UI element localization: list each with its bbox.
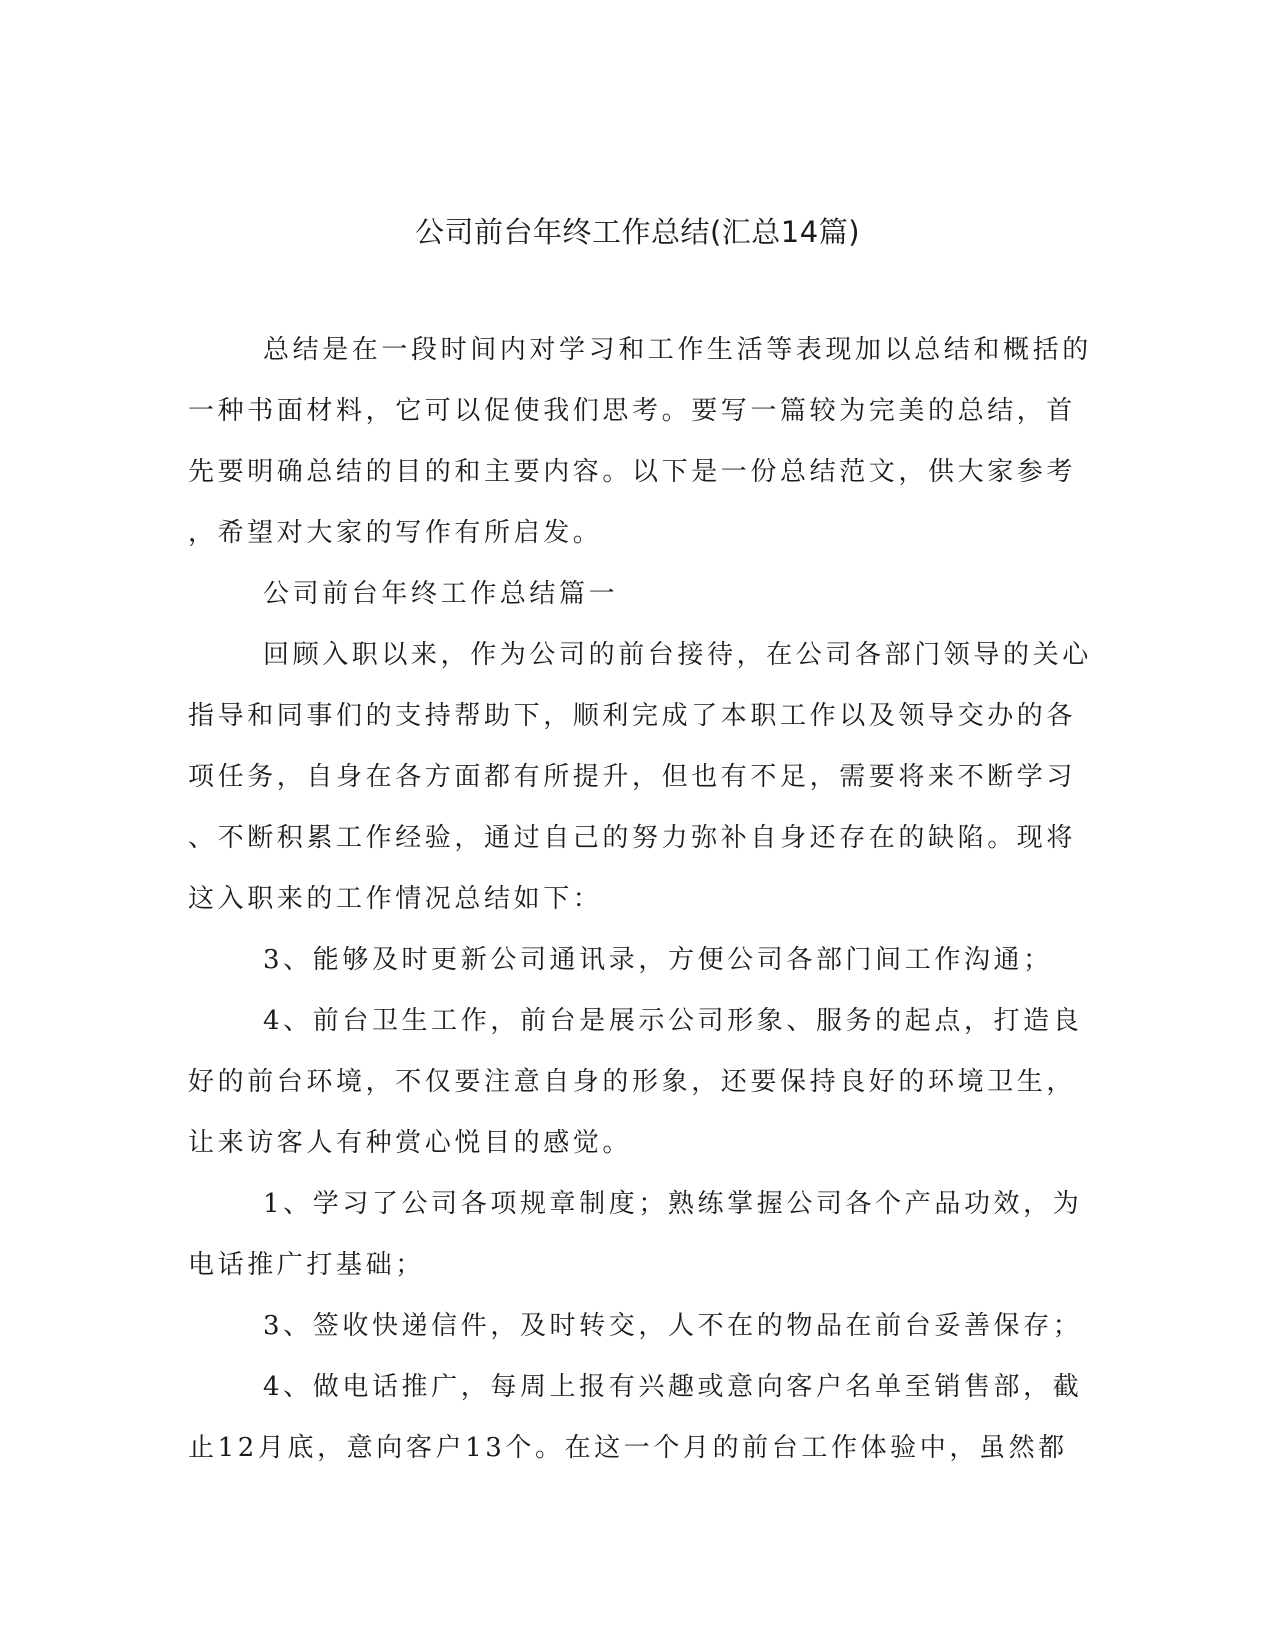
document-title: 公司前台年终工作总结(汇总14篇): [414, 215, 861, 249]
list-item: 1、学习了公司各项规章制度；熟练掌握公司各个产品功效，为: [263, 1189, 1083, 1219]
text-line: 总结是在一段时间内对学习和工作生活等表现加以总结和概括的: [263, 335, 1092, 365]
text-line: 一种书面材料，它可以促使我们思考。要写一篇较为完美的总结，首: [188, 396, 1077, 426]
list-item: 3、签收快递信件，及时转交，人不在的物品在前台妥善保存；: [263, 1311, 1083, 1341]
text-line: 指导和同事们的支持帮助下，顺利完成了本职工作以及领导交办的各: [188, 701, 1077, 731]
document-body: [188, 330, 1092, 1489]
list-item: 4、做电话推广，每周上报有兴趣或意向客户名单至销售部，截: [263, 1372, 1083, 1402]
text-line: ，希望对大家的写作有所启发。: [188, 518, 603, 548]
text-line: 项任务，自身在各方面都有所提升，但也有不足，需要将来不断学习: [188, 762, 1077, 792]
list-item: 3、能够及时更新公司通讯录，方便公司各部门间工作沟通；: [263, 945, 1053, 975]
list-item: 4、前台卫生工作，前台是展示公司形象、服务的起点，打造良: [263, 1006, 1083, 1036]
text-line: 好的前台环境，不仅要注意自身的形象，还要保持良好的环境卫生，: [188, 1067, 1077, 1097]
text-line: 让来访客人有种赏心悦目的感觉。: [188, 1128, 633, 1158]
text-line: 这入职来的工作情况总结如下：: [188, 884, 603, 914]
text-line: 回顾入职以来，作为公司的前台接待，在公司各部门领导的关心: [263, 640, 1092, 670]
text-line: 止12月底，意向客户13个。在这一个月的前台工作体验中，虽然都: [188, 1433, 1068, 1463]
text-line: 先要明确总结的目的和主要内容。以下是一份总结范文，供大家参考: [188, 457, 1077, 487]
text-line: 电话推广打基础；: [188, 1250, 425, 1280]
section-heading: 公司前台年终工作总结篇一: [263, 579, 619, 609]
text-line: 、不断积累工作经验，通过自己的努力弥补自身还存在的缺陷。现将: [188, 823, 1077, 853]
